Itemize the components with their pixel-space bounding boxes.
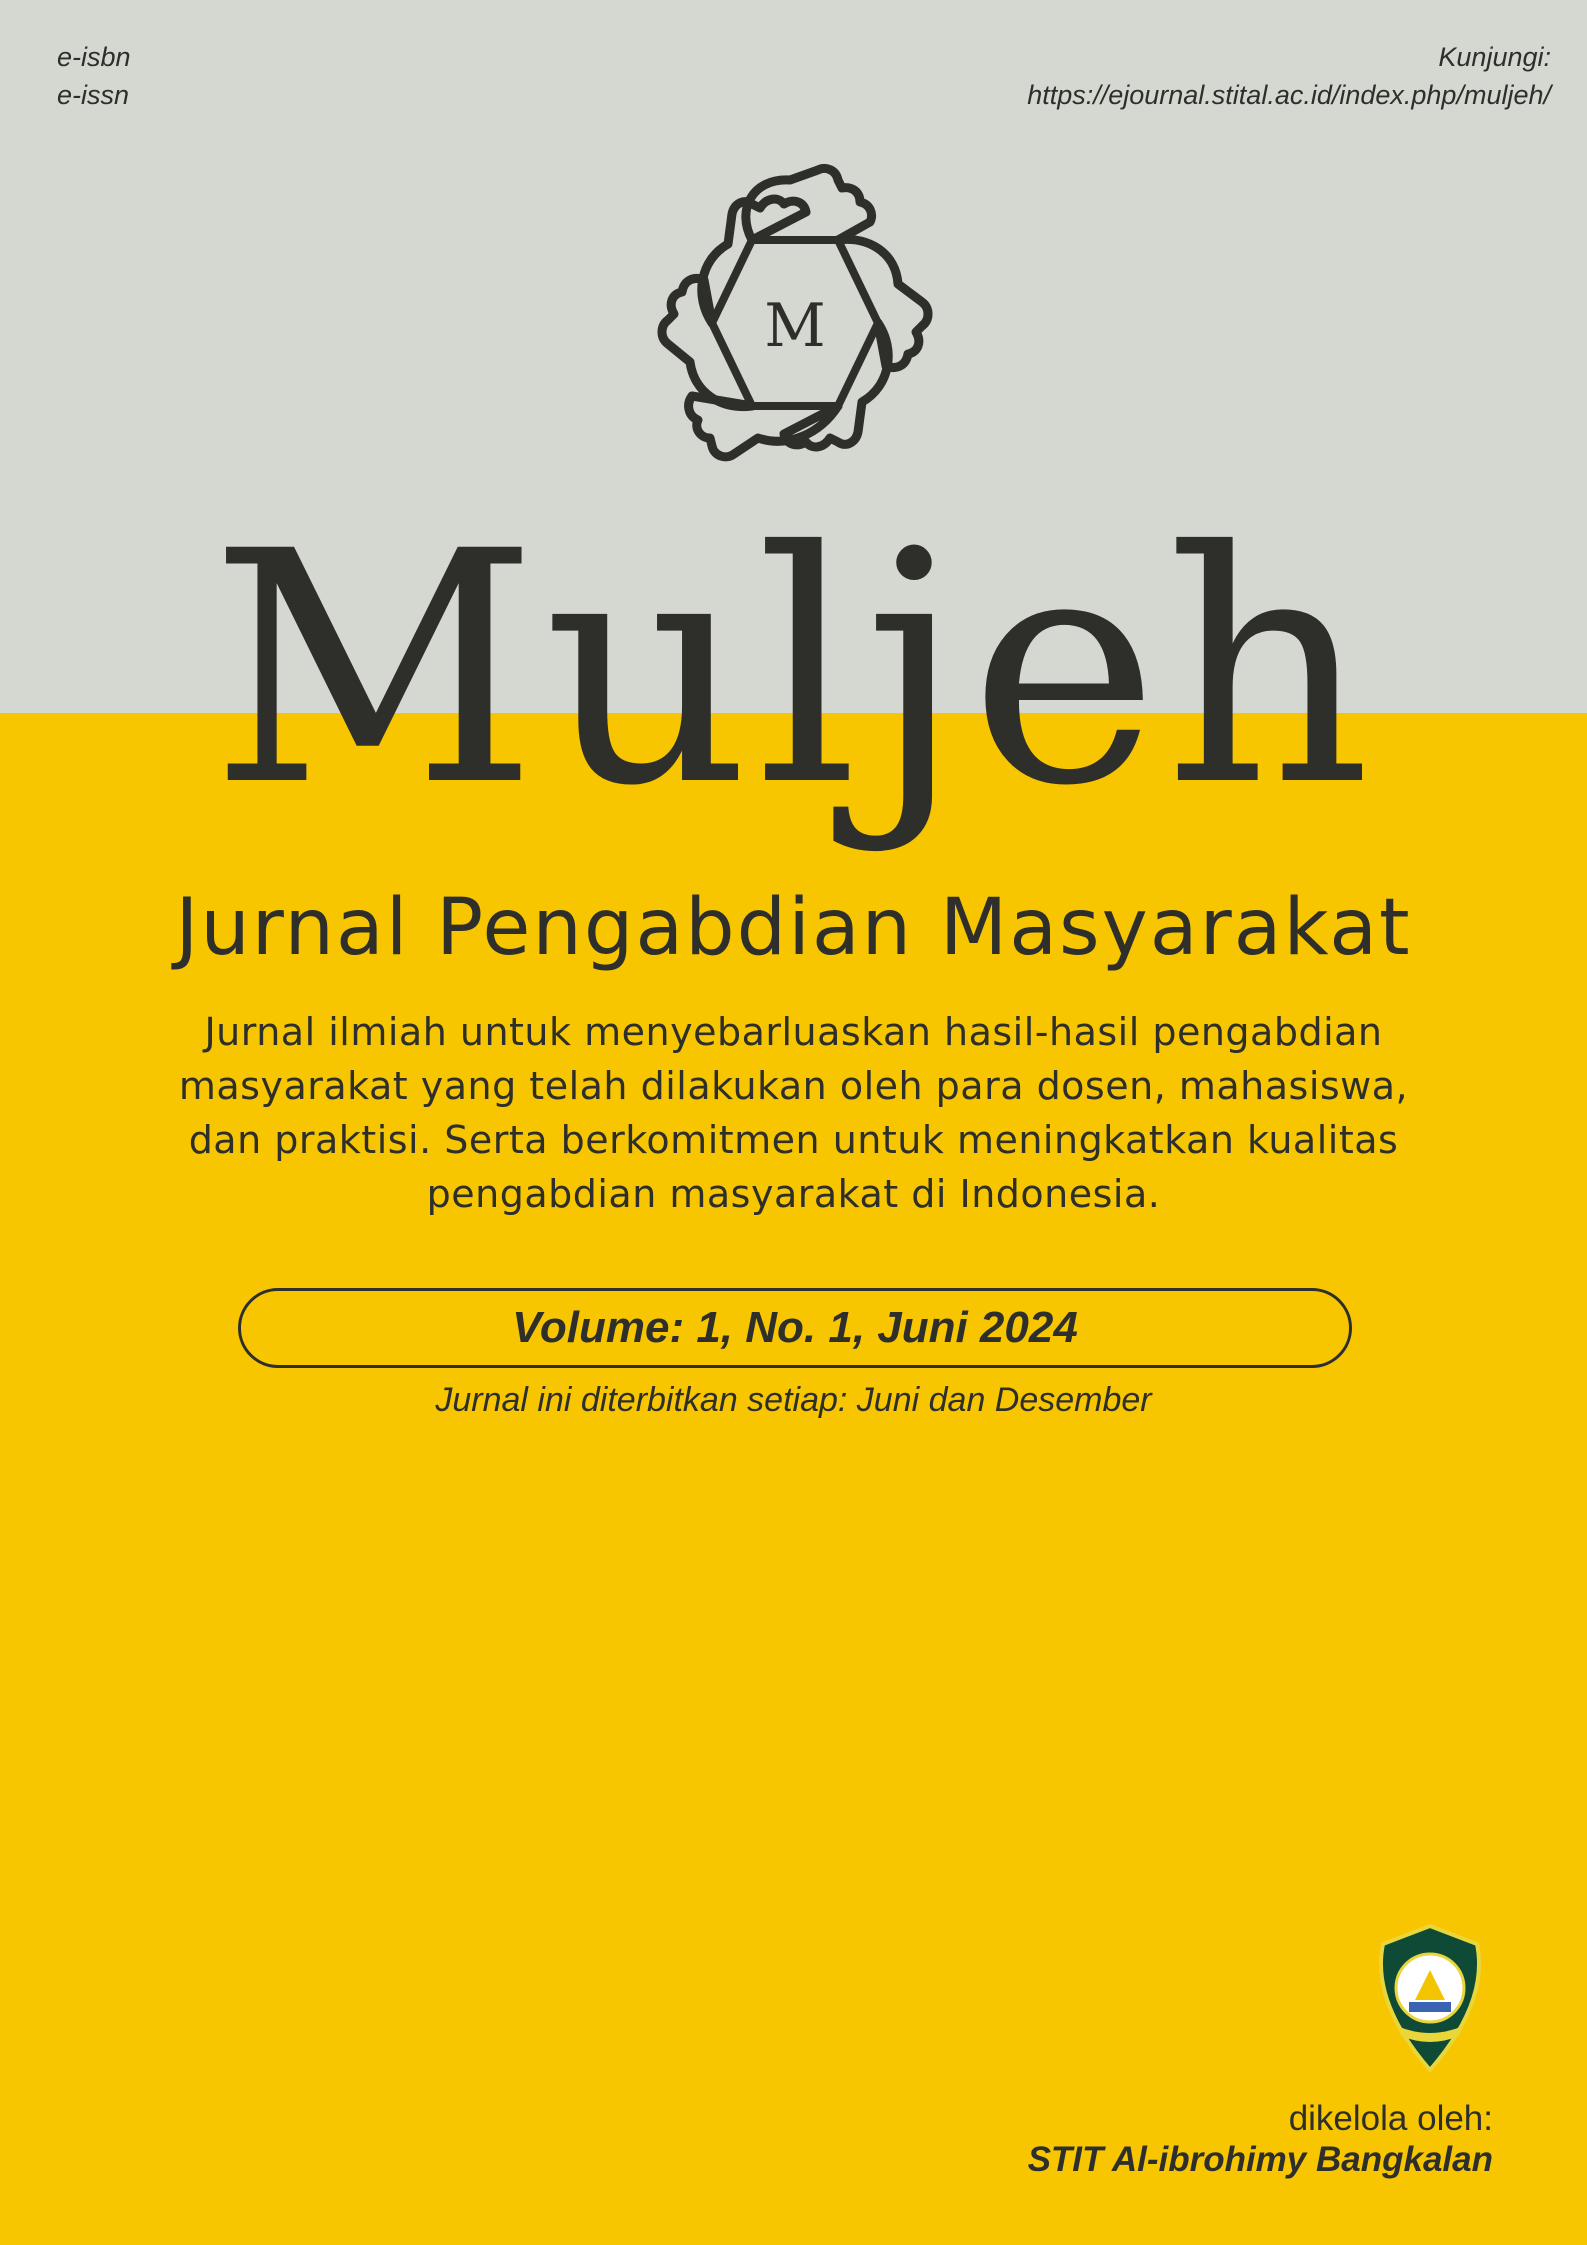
institution-name: STIT Al-ibrohimy Bangkalan: [1027, 2140, 1493, 2179]
isbn-label: e-isbn: [57, 42, 131, 72]
hands-circle-icon: [640, 158, 950, 488]
journal-description: [120, 1005, 1467, 1221]
logo-letter: M: [764, 291, 826, 361]
managed-by-label: dikelola oleh:: [1288, 2099, 1493, 2138]
description-line: Jurnal ilmiah untuk menyebarluaskan hasil-hasil pengabdian: [204, 1010, 1383, 1054]
description-line: masyarakat yang telah dilakukan oleh para dosen, mahasiswa,: [178, 1064, 1409, 1108]
journal-subtitle: Jurnal Pengabdian Masyarakat: [175, 883, 1412, 973]
journal-title: Muljeh: [210, 484, 1377, 856]
volume-badge: [238, 1288, 1352, 1368]
volume-text: Volume: 1, No. 1, Juni 2024: [512, 1303, 1078, 1352]
institution-seal-icon: [1365, 1922, 1495, 2074]
visit-block: [1027, 38, 1551, 114]
journal-url[interactable]: https://ejournal.stital.ac.id/index.php/muljeh/: [1027, 80, 1551, 110]
description-line: dan praktisi. Serta berkomitmen untuk meningkatkan kualitas: [188, 1118, 1399, 1162]
publication-frequency: Jurnal ini diterbitkan setiap: Juni dan Desember: [435, 1381, 1152, 1419]
issn-label: e-issn: [57, 80, 130, 110]
identifiers: [57, 38, 131, 114]
description-line: pengabdian masyarakat di Indonesia.: [426, 1172, 1161, 1216]
visit-label: Kunjungi:: [1438, 42, 1551, 72]
